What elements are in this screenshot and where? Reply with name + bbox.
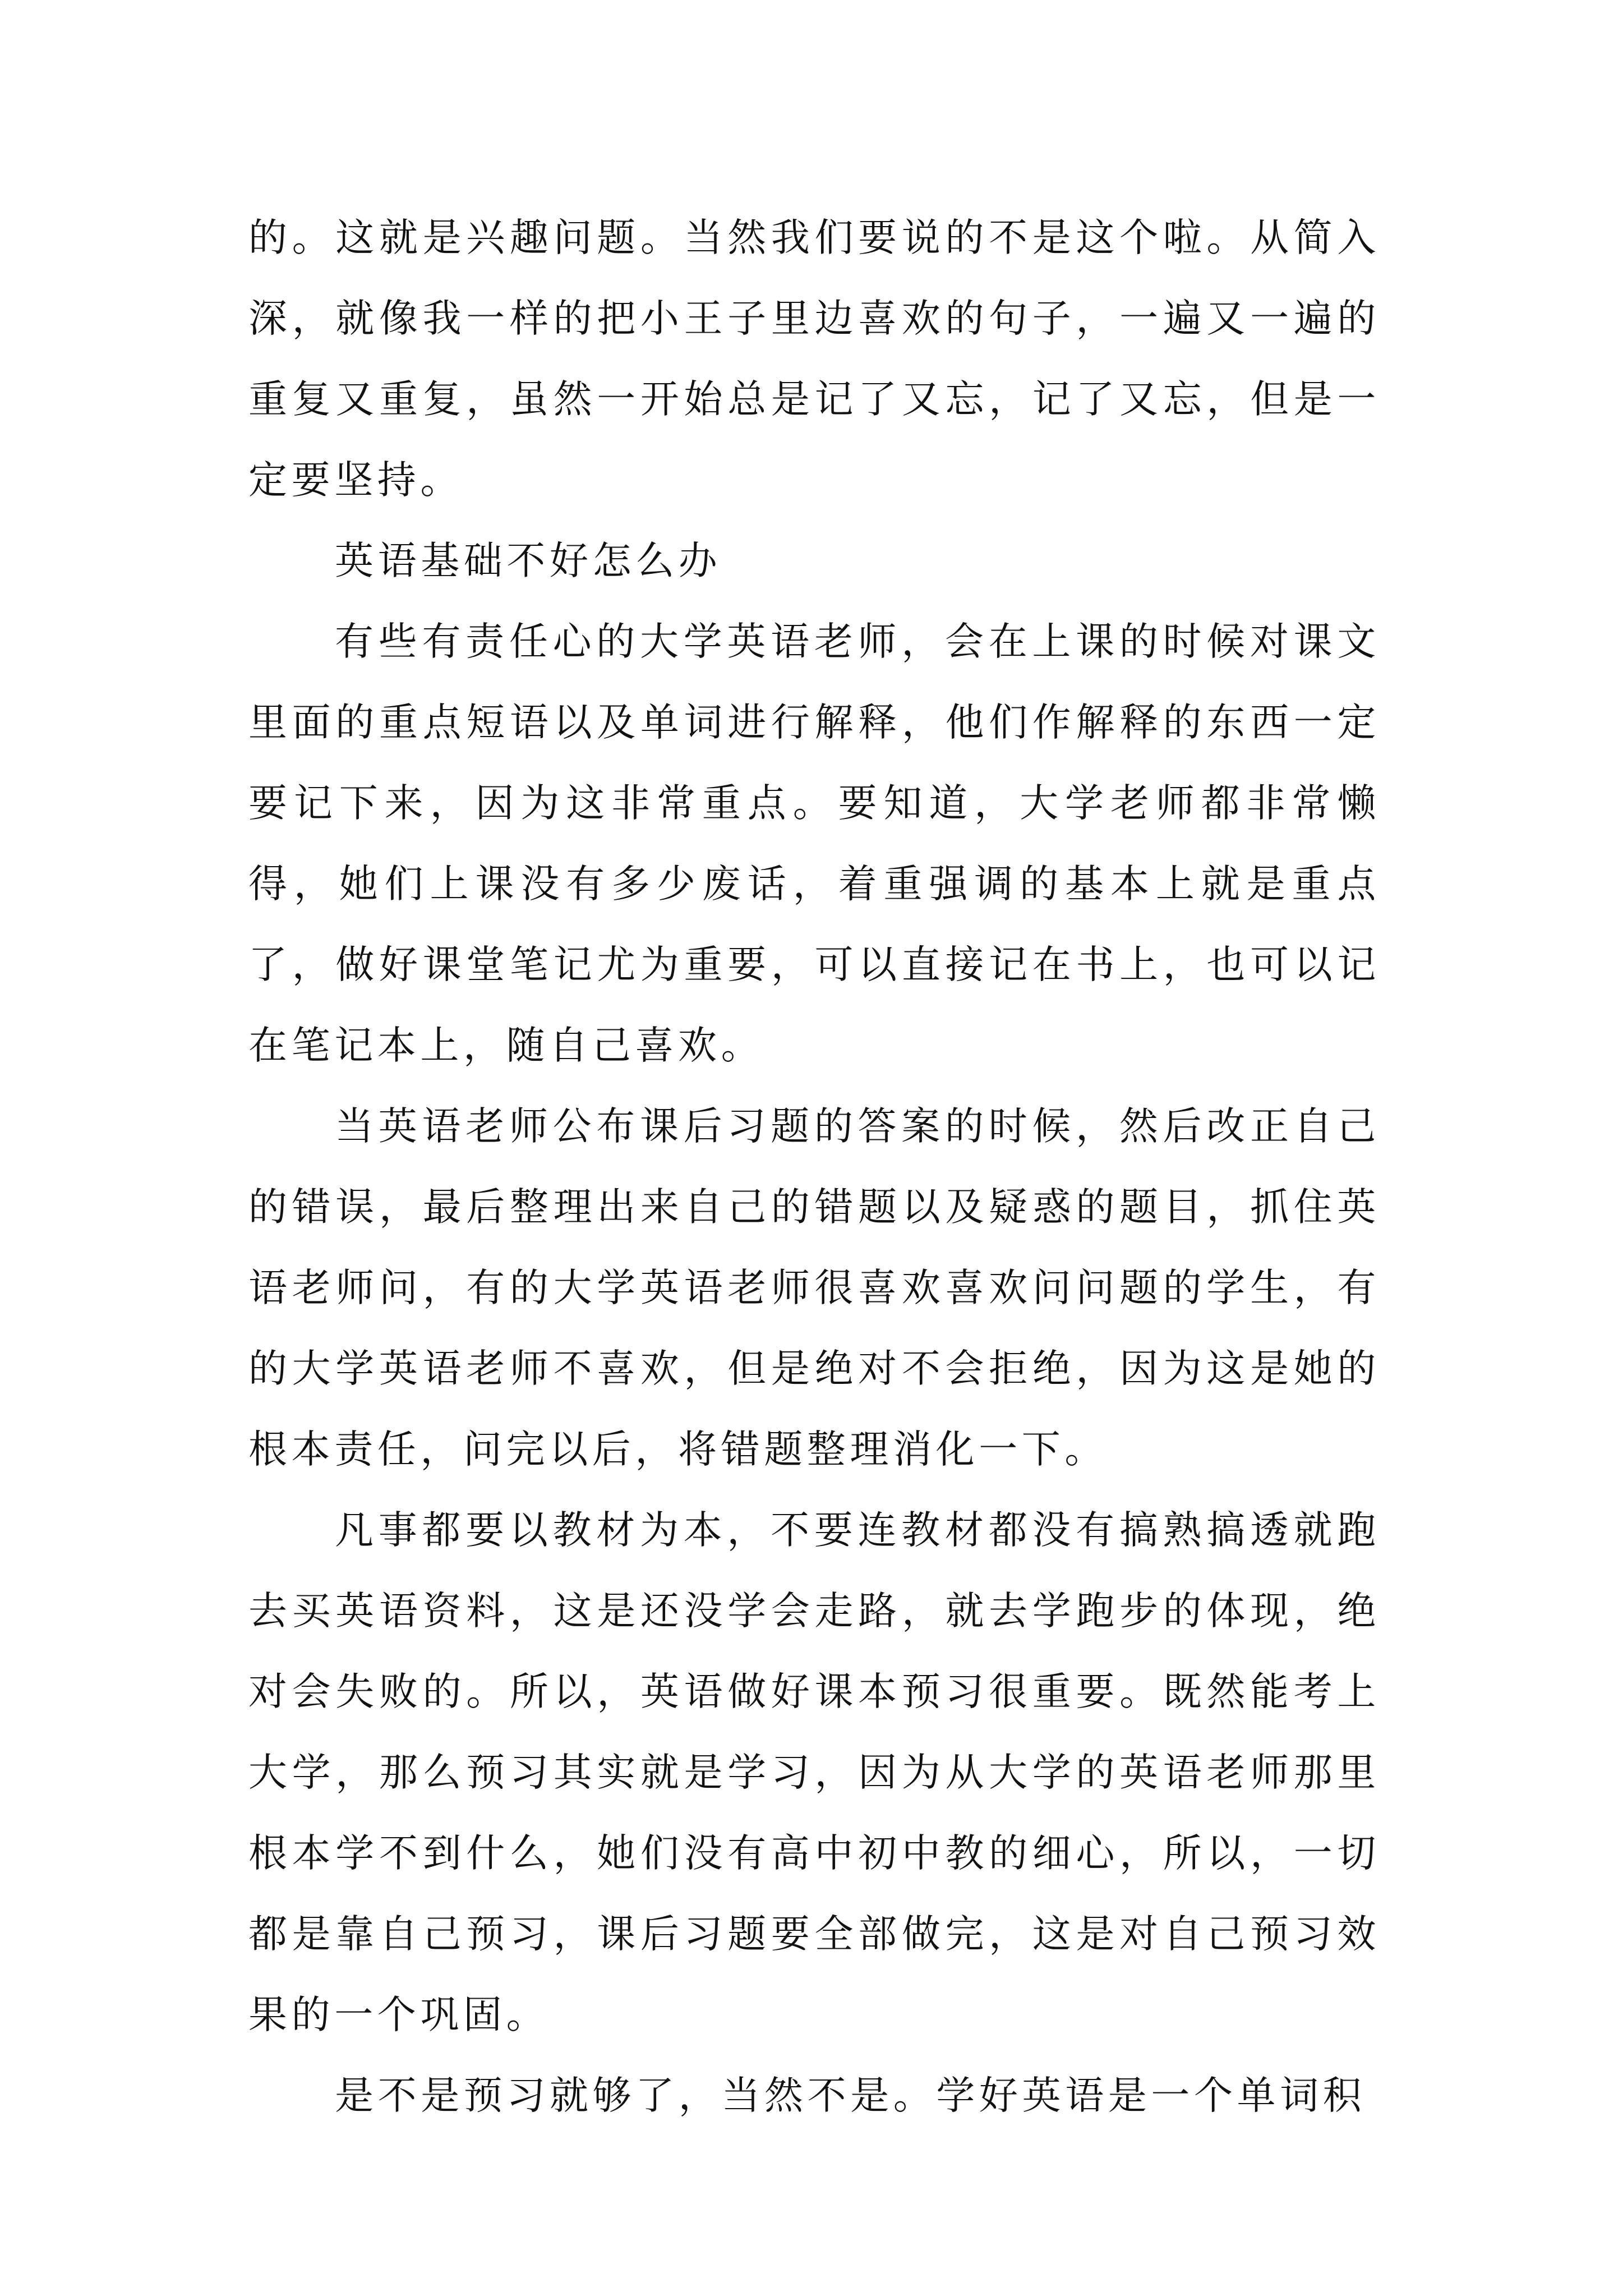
paragraph: 是不是预习就够了，当然不是。学好英语是一个单词积	[335, 2073, 1366, 2118]
paragraph: 凡事都要以教材为本，不要连教材都没有搞熟搞透就跑去买英语资料，这是还没学会走路，就去学跑步的体现，绝对会失败的。所以，英语做好课本预习很重要。既然能考上大学，那么预习其实就是学习，因为从大学的英语老师那里根本学不到什么，她们没有高中初中教的细心，所以，一切都是靠自己预习，课后习题要全部做完，这是对自己预习效果的一个巩固。	[248, 1508, 1380, 2037]
paragraph: 当英语老师公布课后习题的答案的时候，然后改正自己的错误，最后整理出来自己的错题以及疑惑的题目，抓住英语老师问，有的大学英语老师很喜欢喜欢问问题的学生，有的大学英语老师不喜欢，但是绝对不会拒绝，因为这是她的根本责任，问完以后，将错题整理消化一下。	[248, 1104, 1380, 1472]
paragraph: 有些有责任心的大学英语老师，会在上课的时候对课文里面的重点短语以及单词进行解释，他们作解释的东西一定要记下来，因为这非常重点。要知道，大学老师都非常懒得，她们上课没有多少废话，着重强调的基本上就是重点了，做好课堂笔记尤为重要，可以直接记在书上，也可以记在笔记本上，随自己喜欢。	[248, 619, 1380, 1068]
body-text	[248, 197, 1380, 2136]
paragraph-continuation: 的。这就是兴趣问题。当然我们要说的不是这个啦。从简入深，就像我一样的把小王子里边喜欢的句子，一遍又一遍的重复又重复，虽然一开始总是记了又忘，记了又忘，但是一定要坚持。	[248, 215, 1380, 503]
section-heading: 英语基础不好怎么办	[335, 539, 722, 583]
